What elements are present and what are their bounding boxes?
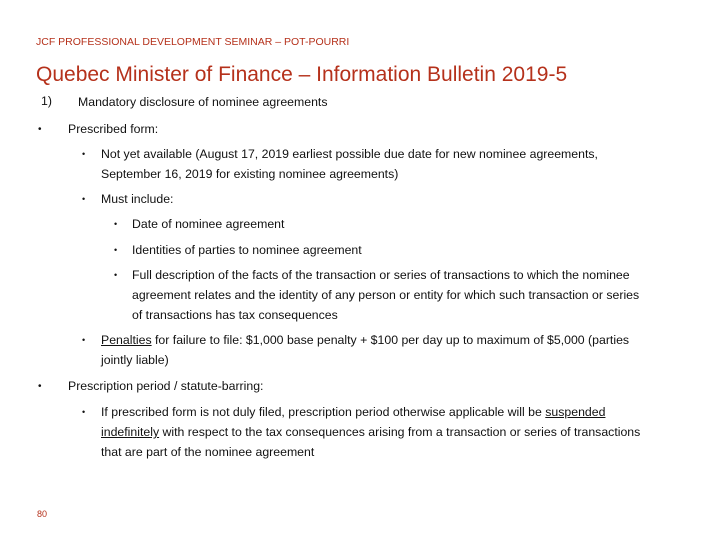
bullet: • [82,194,86,204]
bullet: • [82,149,86,159]
penalties-text: for failure to file: $1,000 base penalty + $100 per day up to maximum of $5,000 (parties [151,333,630,347]
item-heading: Mandatory disclosure of nominee agreements [78,95,328,109]
prescription-line2 [101,422,640,442]
prescription-label: Prescription period / statute-barring: [68,379,264,393]
penalties-word: Penalties [101,333,152,347]
penalties-line2: jointly liable) [101,353,169,367]
include-description-line3: of transactions has tax consequences [132,308,338,322]
penalties-line1 [101,330,629,350]
indefinitely-word: indefinitely [101,425,160,439]
include-date: Date of nominee agreement [132,217,285,231]
page-number: 80 [37,509,48,519]
bullet: • [114,245,118,255]
page-title: Quebec Minister of Finance – Information Bulletin 2019-5 [36,63,568,86]
include-identities: Identities of parties to nominee agreement [132,243,362,257]
not-available-line2: September 16, 2019 for existing nominee agreements) [101,167,399,181]
suspended-word: suspended [545,405,606,419]
include-description-line1: Full description of the facts of the transaction or series of transactions to which the nominee [132,268,630,282]
include-description-line2: agreement relates and the identity of any person or entity for which such transaction or series [132,288,640,302]
bullet: • [38,124,42,135]
prescription-text: with respect to the tax consequences arising from a transaction or series of transactions [159,425,641,439]
bullet: • [114,270,118,280]
prescription-text: If prescribed form is not duly filed, prescription period otherwise applicable will be [101,405,546,419]
prescription-line1 [101,402,605,422]
bullet: • [82,407,86,417]
bullet: • [82,335,86,345]
seminar-header: JCF PROFESSIONAL DEVELOPMENT SEMINAR – POT-POURRI [36,36,350,48]
bullet: • [114,219,118,229]
bullet: • [38,381,42,392]
prescribed-form-label: Prescribed form: [68,122,159,136]
item-number: 1) [41,94,52,108]
prescription-line3: that are part of the nominee agreement [101,445,315,459]
must-include-label: Must include: [101,192,174,206]
not-available-line1: Not yet available (August 17, 2019 earliest possible due date for new nominee agreements, [101,147,598,161]
